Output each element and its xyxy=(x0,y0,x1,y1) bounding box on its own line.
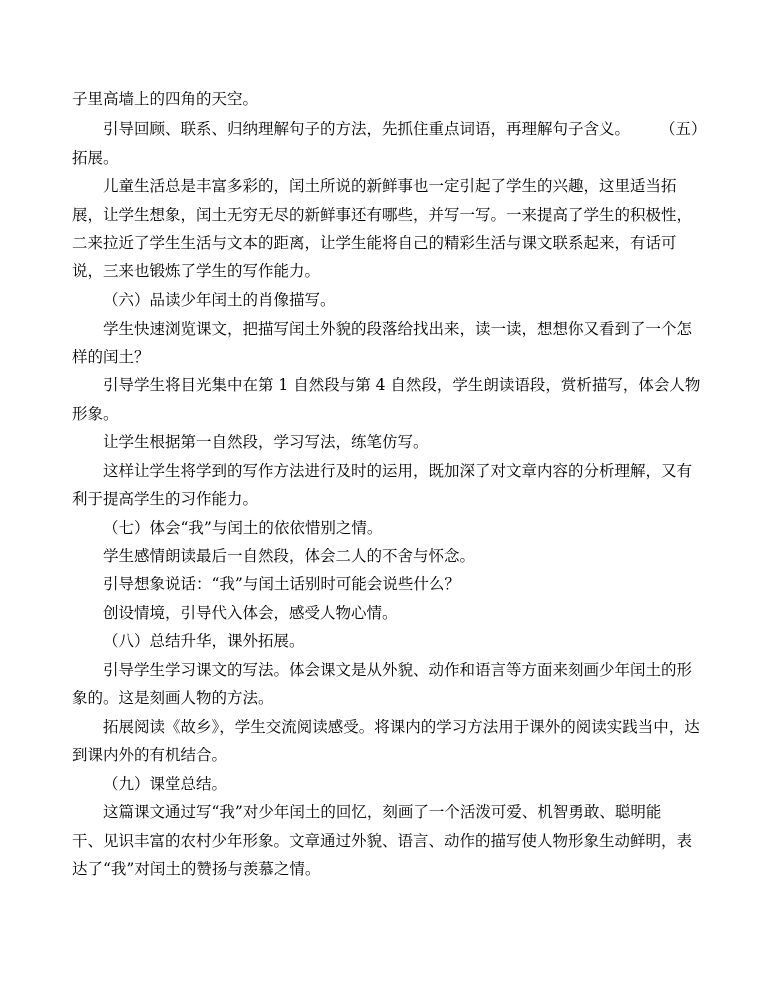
text-line: 创设情境，引导代入体会，感受人物心情。 xyxy=(103,604,398,622)
section-heading: （六）品读少年闰土的肖像描写。 xyxy=(103,291,336,309)
text-line: 儿童生活总是丰富多彩的，闰土所说的新鲜事也一定引起了学生的兴趣，这里适当拓 xyxy=(103,177,677,195)
text-line: 象的。这是刻画人物的方法。 xyxy=(72,689,274,707)
text-line: 二来拉近了学生生活与文本的距离，让学生能将自己的精彩生活与课文联系起来，有话可 xyxy=(72,234,677,252)
text-line: 引导学生学习课文的写法。体会课文是从外貌、动作和语言等方面来刻画少年闰土的形 xyxy=(103,661,693,679)
text-line: 子里高墙上的四角的天空。 xyxy=(72,90,259,108)
text-line: 拓展。 xyxy=(72,149,119,167)
text-line: 学生感情朗读最后一自然段，体会二人的不舍与怀念。 xyxy=(103,547,476,565)
text-line: 利于提高学生的习作能力。 xyxy=(72,490,259,508)
text-line: 样的闰土？ xyxy=(72,348,150,366)
section-heading: （八）总结升华，课外拓展。 xyxy=(103,632,305,650)
text-line: 引导学生将目光集中在第 1 自然段与第 4 自然段，学生朗读语段，赏析描写，体会人物 xyxy=(103,376,701,394)
text-line: 学生快速浏览课文，把描写闰土外貌的段落给找出来，读一读，想想你又看到了一个怎 xyxy=(103,320,693,338)
section-heading: （九）课堂总结。 xyxy=(103,775,228,793)
text-line: 让学生根据第一自然段，学习写法，练笔仿写。 xyxy=(103,433,429,451)
section-heading: （七）体会“我”与闰土的依依惜别之情。 xyxy=(103,519,383,537)
text-line: 形象。 xyxy=(72,405,119,423)
text-line: 达了“我”对闰土的赞扬与羡慕之情。 xyxy=(72,860,321,878)
text-line: 干、见识丰富的农村少年形象。文章通过外貌、语言、动作的描写使人物形象生动鲜明，表 xyxy=(72,832,693,850)
text-line: 这样让学生将学到的写作方法进行及时的运用，既加深了对文章内容的分析理解，又有 xyxy=(103,462,693,480)
text-line: 这篇课文通过写“我”对少年闰土的回忆，刻画了一个活泼可爱、机智勇敢、聪明能 xyxy=(103,803,662,821)
section-number: （五） xyxy=(660,120,707,138)
text-line: 引导想象说话：“我”与闰土话别时可能会说些什么？ xyxy=(103,575,460,593)
text-line: 说，三来也锻炼了学生的写作能力。 xyxy=(72,262,321,280)
text-line: 展，让学生想象，闰土无穷无尽的新鲜事还有哪些，并写一写。一来提高了学生的积极性， xyxy=(72,206,693,224)
text-line: 到课内外的有机结合。 xyxy=(72,746,228,764)
text-line: 引导回顾、联系、归纳理解句子的方法，先抓住重点词语，再理解句子含义。 xyxy=(103,120,631,138)
text-line: 拓展阅读《故乡》，学生交流阅读感受。将课内的学习方法用于课外的阅读实践当中，达 xyxy=(103,718,700,736)
